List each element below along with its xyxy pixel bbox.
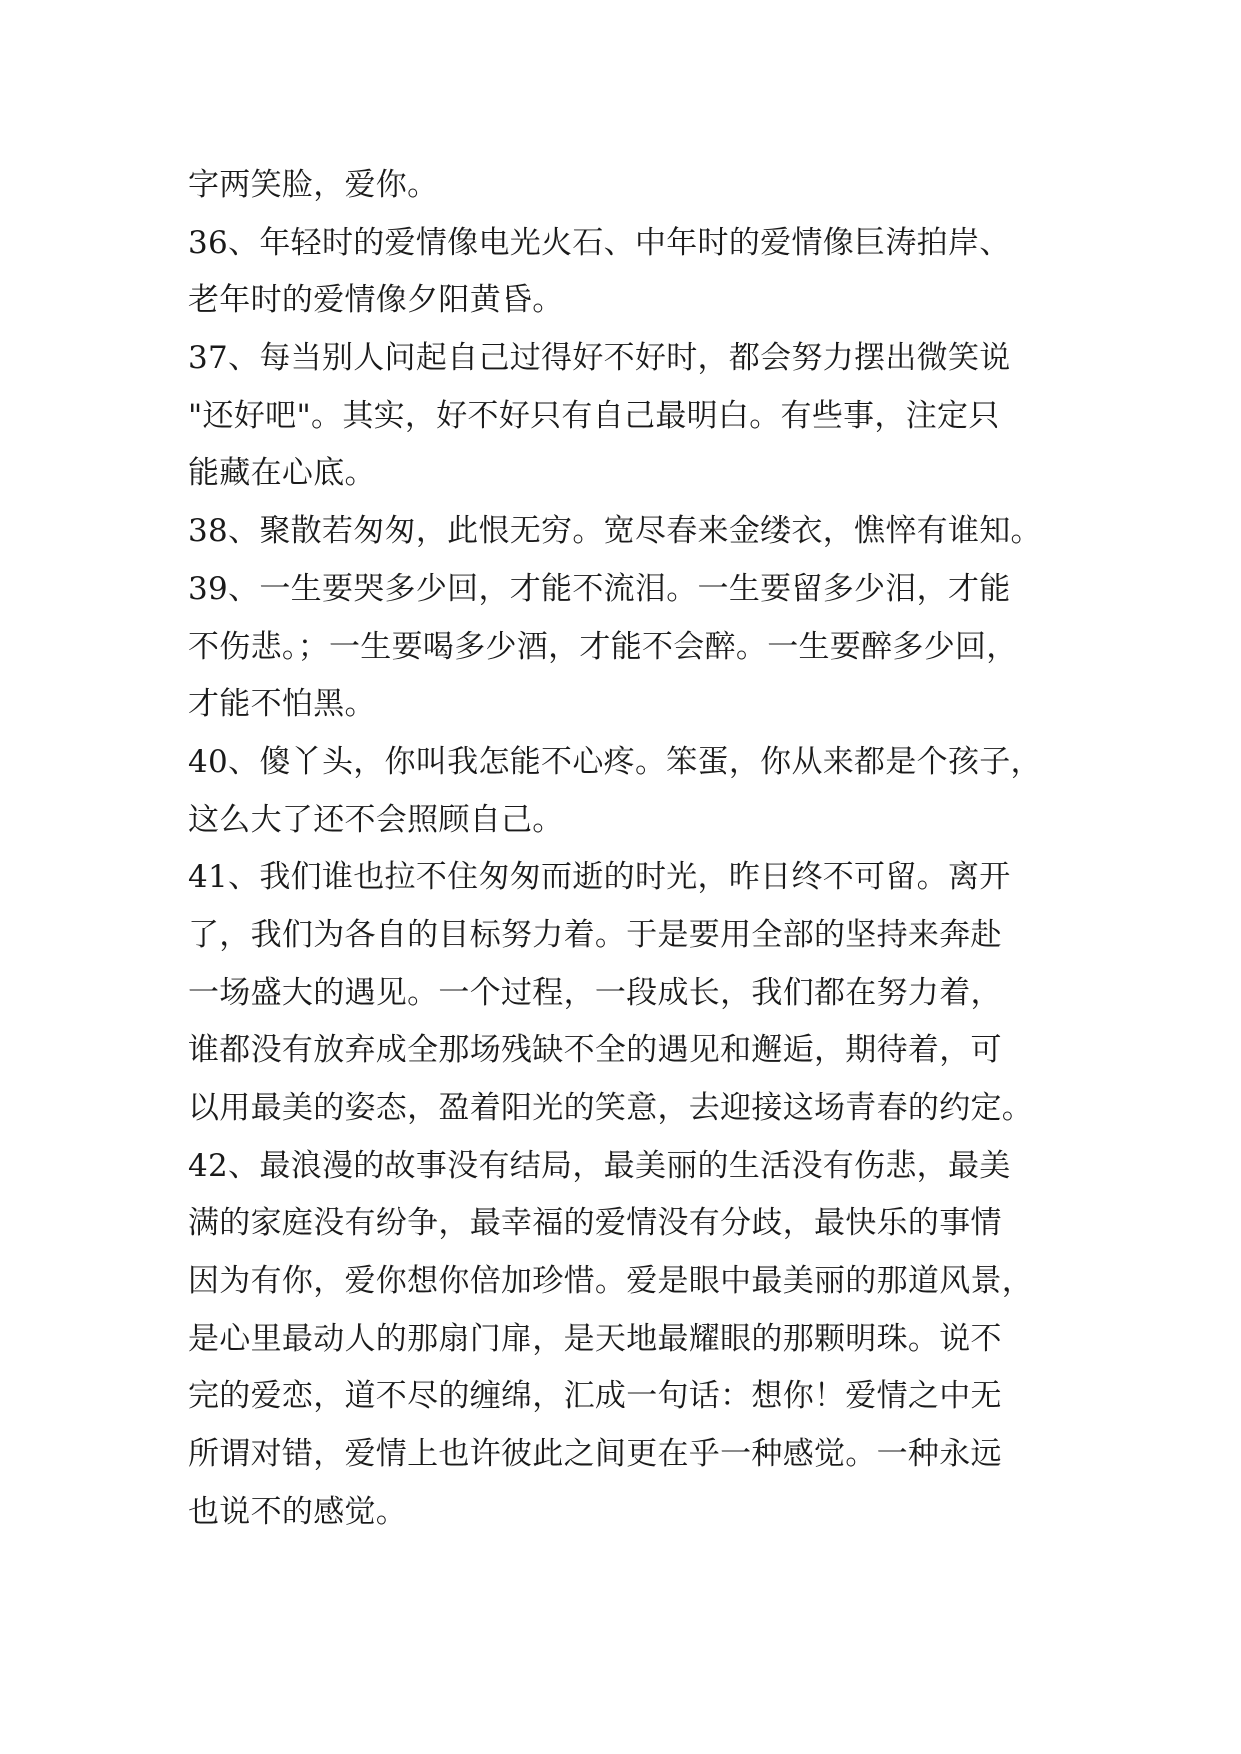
text-line: 38、聚散若匆匆，此恨无穷。宽尽春来金缕衣，憔悴有谁知。 [188,513,1042,550]
body-text [188,157,1078,1542]
text-line: 37、每当别人问起自己过得好不好时，都会努力摆出微笑说 [188,340,1011,377]
text-line: 能藏在心底。 [188,455,376,492]
text-line: 因为有你，爱你想你倍加珍惜。爱是眼中最美丽的那道风景， [188,1263,1034,1300]
text-line: 42、最浪漫的故事没有结局，最美丽的生活没有伤悲，最美 [188,1147,1011,1184]
text-line: 所谓对错，爱情上也许彼此之间更在乎一种感觉。一种永远 [188,1436,1002,1473]
text-line: 老年时的爱情像夕阳黄昏。 [188,282,564,319]
text-line: 40、傻丫头，你叫我怎能不心疼。笨蛋，你从来都是个孩子， [188,743,1042,780]
text-line: 字两笑脸，爱你。 [188,167,439,203]
text-line: 是心里最动人的那扇门扉，是天地最耀眼的那颗明珠。说不 [188,1320,1002,1357]
text-line: 不伤悲。；一生要喝多少酒，才能不会醉。一生要醉多少回， [188,628,1018,665]
text-line: 以用最美的姿态，盈着阳光的笑意，去迎接这场青春的约定。 [188,1090,1034,1126]
text-line: 一场盛大的遇见。一个过程，一段成长，我们都在努力着， [188,974,1002,1011]
text-line: 也说不的感觉。 [188,1493,408,1530]
text-line: 36、年轻时的爱情像电光火石、中年时的爱情像巨涛拍岸、 [188,224,1011,261]
text-line: 39、一生要哭多少回，才能不流泪。一生要留多少泪，才能 [188,570,1011,607]
text-line: 这么大了还不会照顾自己。 [188,801,564,838]
text-line: 谁都没有放弃成全那场残缺不全的遇见和邂逅，期待着，可 [188,1032,1002,1069]
text-line: 41、我们谁也拉不住匆匆而逝的时光，昨日终不可留。离开 [188,859,1011,896]
text-line: 了，我们为各自的目标努力着。于是要用全部的坚持来奔赴 [188,916,1002,953]
text-line: 完的爱恋，道不尽的缠绵，汇成一句话：想你！爱情之中无 [188,1378,1002,1415]
text-line: 满的家庭没有纷争，最幸福的爱情没有分歧，最快乐的事情 [188,1205,1002,1242]
text-line: "还好吧"。其实，好不好只有自己最明白。有些事，注定只 [188,397,1000,434]
text-line: 才能不怕黑。 [188,686,376,723]
